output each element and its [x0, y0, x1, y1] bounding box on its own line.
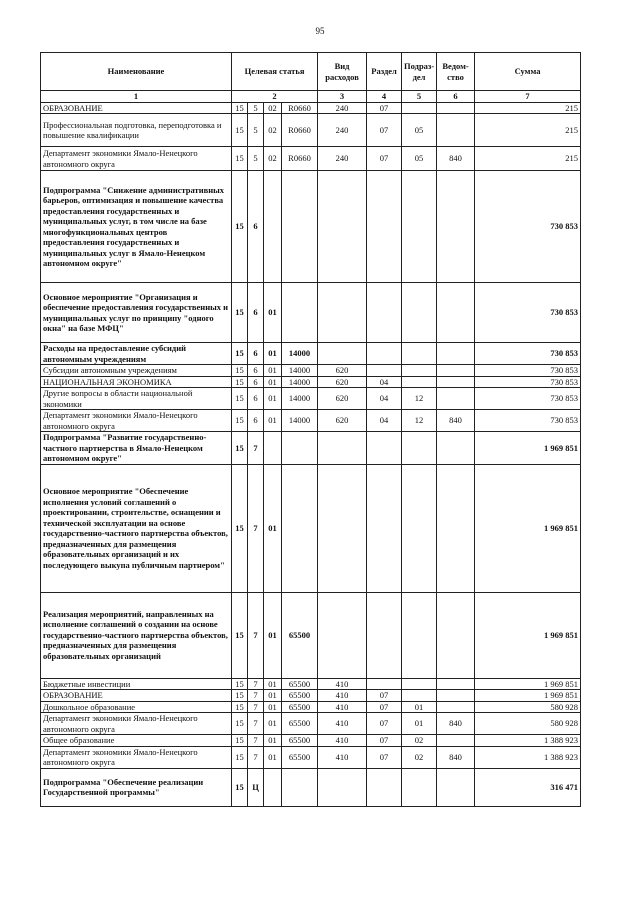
row-name: ОБРАЗОВАНИЕ: [41, 690, 232, 702]
code-program: 15: [232, 365, 248, 377]
cell-vedomstvo: [437, 283, 475, 343]
cell-podrazdel: [402, 592, 437, 678]
cell-sum: 730 853: [475, 376, 581, 388]
code-direction: R0660: [282, 147, 318, 171]
code-subprogram: 7: [248, 746, 264, 768]
cell-podrazdel: [402, 171, 437, 283]
col-number: 1: [41, 91, 232, 103]
cell-vedomstvo: [437, 365, 475, 377]
cell-podrazdel: 05: [402, 114, 437, 147]
cell-vedomstvo: [437, 690, 475, 702]
cell-sum: 580 928: [475, 713, 581, 735]
code-subprogram: 7: [248, 432, 264, 465]
row-name: Основное мероприятие "Обеспечение исполнения условий соглашений о проектировании, строительстве, оснащении и технической эксплуатации на основе государственно-частного партнерства объектов, предназначенных для размещения образовательных организаций и их последующего выкупа публичным партнером": [41, 464, 232, 592]
code-event: [264, 171, 282, 283]
cell-vid: [318, 432, 367, 465]
cell-vid: 410: [318, 701, 367, 713]
cell-vid: 620: [318, 365, 367, 377]
header-vedomstvo: Ведом-ство: [437, 53, 475, 91]
cell-razdel: [367, 343, 402, 365]
code-direction: [282, 768, 318, 806]
cell-vedomstvo: [437, 464, 475, 592]
cell-podrazdel: [402, 365, 437, 377]
budget-table: [40, 52, 581, 807]
code-program: 15: [232, 388, 248, 410]
table-row: [41, 114, 581, 147]
cell-vedomstvo: [437, 171, 475, 283]
cell-podrazdel: 01: [402, 701, 437, 713]
row-name: ОБРАЗОВАНИЕ: [41, 102, 232, 114]
table-row: [41, 102, 581, 114]
cell-vedomstvo: 840: [437, 746, 475, 768]
cell-razdel: 04: [367, 410, 402, 432]
code-event: 01: [264, 365, 282, 377]
cell-vid: 240: [318, 114, 367, 147]
code-subprogram: 6: [248, 410, 264, 432]
cell-vedomstvo: [437, 388, 475, 410]
cell-vedomstvo: [437, 343, 475, 365]
code-subprogram: 7: [248, 678, 264, 690]
row-name: Реализация мероприятий, направленных на исполнение соглашений о создании на основе государственно-частного партнерства объектов, предназначенных для размещения образовательных организаций: [41, 592, 232, 678]
header-name: Наименование: [41, 53, 232, 91]
code-event: 01: [264, 410, 282, 432]
code-direction: 65500: [282, 701, 318, 713]
cell-razdel: 07: [367, 102, 402, 114]
row-name: Подпрограмма "Обеспечение реализации Государственной программы": [41, 768, 232, 806]
cell-vid: 410: [318, 713, 367, 735]
cell-razdel: 07: [367, 701, 402, 713]
code-event: 01: [264, 388, 282, 410]
code-program: 15: [232, 678, 248, 690]
code-event: 01: [264, 735, 282, 747]
code-subprogram: 6: [248, 171, 264, 283]
row-name: Профессиональная подготовка, переподготовка и повышение квалификации: [41, 114, 232, 147]
col-number: 7: [475, 91, 581, 103]
code-subprogram: 6: [248, 388, 264, 410]
code-direction: 14000: [282, 376, 318, 388]
cell-vedomstvo: [437, 432, 475, 465]
code-event: 01: [264, 376, 282, 388]
code-direction: [282, 171, 318, 283]
row-name: Департамент экономики Ямало-Ненецкого автономного округа: [41, 410, 232, 432]
cell-vid: 620: [318, 388, 367, 410]
table-row: [41, 365, 581, 377]
table-row: [41, 283, 581, 343]
code-program: 15: [232, 376, 248, 388]
cell-razdel: [367, 171, 402, 283]
col-number: 6: [437, 91, 475, 103]
cell-podrazdel: 12: [402, 410, 437, 432]
code-subprogram: 7: [248, 735, 264, 747]
table-row: [41, 171, 581, 283]
code-program: 15: [232, 713, 248, 735]
table-row: [41, 147, 581, 171]
header-razdel: Раздел: [367, 53, 402, 91]
cell-podrazdel: [402, 376, 437, 388]
table-row: [41, 432, 581, 465]
code-subprogram: 6: [248, 343, 264, 365]
cell-vid: [318, 592, 367, 678]
code-program: 15: [232, 171, 248, 283]
cell-sum: 580 928: [475, 701, 581, 713]
cell-vid: 410: [318, 746, 367, 768]
code-direction: 65500: [282, 592, 318, 678]
code-subprogram: 5: [248, 102, 264, 114]
code-direction: [282, 432, 318, 465]
cell-vid: [318, 343, 367, 365]
cell-vedomstvo: [437, 114, 475, 147]
code-direction: 65500: [282, 746, 318, 768]
cell-vedomstvo: [437, 678, 475, 690]
cell-vid: [318, 171, 367, 283]
code-subprogram: 6: [248, 283, 264, 343]
header-podrazdel: Подраз-дел: [402, 53, 437, 91]
code-event: [264, 432, 282, 465]
code-program: 15: [232, 283, 248, 343]
code-subprogram: 6: [248, 376, 264, 388]
code-event: 01: [264, 746, 282, 768]
cell-sum: 215: [475, 102, 581, 114]
cell-vid: [318, 768, 367, 806]
cell-razdel: [367, 283, 402, 343]
code-direction: 65500: [282, 713, 318, 735]
code-program: 15: [232, 102, 248, 114]
code-subprogram: 5: [248, 147, 264, 171]
col-number: 3: [318, 91, 367, 103]
code-direction: 14000: [282, 388, 318, 410]
cell-razdel: 07: [367, 114, 402, 147]
cell-vid: 620: [318, 376, 367, 388]
cell-razdel: 04: [367, 376, 402, 388]
code-direction: 14000: [282, 365, 318, 377]
code-direction: [282, 464, 318, 592]
cell-sum: 1 969 851: [475, 432, 581, 465]
cell-sum: 215: [475, 147, 581, 171]
table-row: [41, 678, 581, 690]
cell-vedomstvo: 840: [437, 147, 475, 171]
code-program: 15: [232, 735, 248, 747]
row-name: Общее образование: [41, 735, 232, 747]
code-subprogram: 6: [248, 365, 264, 377]
code-subprogram: 7: [248, 592, 264, 678]
code-program: 15: [232, 114, 248, 147]
cell-vid: [318, 464, 367, 592]
cell-vedomstvo: [437, 768, 475, 806]
code-event: 01: [264, 343, 282, 365]
cell-podrazdel: [402, 678, 437, 690]
cell-razdel: 07: [367, 735, 402, 747]
cell-sum: 730 853: [475, 343, 581, 365]
cell-razdel: [367, 592, 402, 678]
table-row: [41, 410, 581, 432]
row-name: Департамент экономики Ямало-Ненецкого автономного округа: [41, 147, 232, 171]
cell-sum: 1 969 851: [475, 592, 581, 678]
cell-razdel: [367, 365, 402, 377]
cell-vid: 410: [318, 735, 367, 747]
cell-razdel: 07: [367, 147, 402, 171]
code-subprogram: 7: [248, 464, 264, 592]
cell-podrazdel: 02: [402, 746, 437, 768]
cell-razdel: 07: [367, 746, 402, 768]
code-direction: R0660: [282, 102, 318, 114]
code-event: 02: [264, 102, 282, 114]
code-subprogram: 7: [248, 690, 264, 702]
code-program: 15: [232, 701, 248, 713]
row-name: Другие вопросы в области национальной экономики: [41, 388, 232, 410]
code-program: 15: [232, 432, 248, 465]
code-event: 01: [264, 592, 282, 678]
cell-vid: 240: [318, 102, 367, 114]
code-direction: R0660: [282, 114, 318, 147]
row-name: Департамент экономики Ямало-Ненецкого автономного округа: [41, 746, 232, 768]
code-event: 01: [264, 464, 282, 592]
row-name: Основное мероприятие "Организация и обеспечение предоставления государственных и муниципальных услуг по принципу "одного окна" на базе МФЦ": [41, 283, 232, 343]
code-program: 15: [232, 147, 248, 171]
cell-podrazdel: 12: [402, 388, 437, 410]
cell-sum: 1 969 851: [475, 690, 581, 702]
code-event: 02: [264, 114, 282, 147]
table-row: [41, 388, 581, 410]
cell-podrazdel: [402, 464, 437, 592]
cell-vedomstvo: 840: [437, 713, 475, 735]
cell-podrazdel: 05: [402, 147, 437, 171]
col-number: 4: [367, 91, 402, 103]
cell-sum: 730 853: [475, 365, 581, 377]
cell-razdel: [367, 678, 402, 690]
code-program: 15: [232, 343, 248, 365]
col-number: 2: [232, 91, 318, 103]
table-row: [41, 746, 581, 768]
cell-vid: 240: [318, 147, 367, 171]
row-name: Департамент экономики Ямало-Ненецкого автономного округа: [41, 713, 232, 735]
code-direction: 14000: [282, 410, 318, 432]
table-row: [41, 713, 581, 735]
code-subprogram: Ц: [248, 768, 264, 806]
cell-podrazdel: [402, 432, 437, 465]
table-row: [41, 701, 581, 713]
cell-razdel: [367, 432, 402, 465]
row-name: Бюджетные инвестиции: [41, 678, 232, 690]
row-name: Дошкольное образование: [41, 701, 232, 713]
cell-sum: 316 471: [475, 768, 581, 806]
cell-sum: 730 853: [475, 171, 581, 283]
header-summa: Сумма: [475, 53, 581, 91]
code-direction: [282, 283, 318, 343]
cell-podrazdel: [402, 768, 437, 806]
code-event: 01: [264, 701, 282, 713]
cell-vedomstvo: [437, 102, 475, 114]
cell-vid: [318, 283, 367, 343]
code-program: 15: [232, 690, 248, 702]
code-event: 01: [264, 678, 282, 690]
row-name: Подпрограмма "Снижение административных барьеров, оптимизация и повышение качества предоставления государственных и муниципальных услуг, в том числе на базе многофункциональных центров предоставления государственных и муниципальных услуг в Ямало-Ненецком автономном округе": [41, 171, 232, 283]
cell-sum: 1 388 923: [475, 735, 581, 747]
row-name: Субсидии автономным учреждениям: [41, 365, 232, 377]
cell-vid: 620: [318, 410, 367, 432]
code-direction: 65500: [282, 678, 318, 690]
cell-podrazdel: [402, 343, 437, 365]
row-name: Подпрограмма "Развитие государственно-частного партнерства в Ямало-Ненецком автономном округе": [41, 432, 232, 465]
table-row: [41, 690, 581, 702]
code-program: 15: [232, 768, 248, 806]
column-number-row: [41, 91, 581, 103]
table-row: [41, 592, 581, 678]
cell-vedomstvo: [437, 701, 475, 713]
code-program: 15: [232, 410, 248, 432]
cell-razdel: [367, 768, 402, 806]
code-subprogram: 5: [248, 114, 264, 147]
cell-razdel: [367, 464, 402, 592]
cell-podrazdel: 02: [402, 735, 437, 747]
cell-razdel: 04: [367, 388, 402, 410]
cell-razdel: 07: [367, 713, 402, 735]
cell-sum: 730 853: [475, 410, 581, 432]
code-subprogram: 7: [248, 713, 264, 735]
header-row: [41, 53, 581, 91]
code-event: 01: [264, 713, 282, 735]
page-number: 95: [315, 26, 325, 36]
cell-sum: 730 853: [475, 388, 581, 410]
code-event: 01: [264, 690, 282, 702]
code-event: 01: [264, 283, 282, 343]
cell-podrazdel: [402, 102, 437, 114]
code-event: 02: [264, 147, 282, 171]
code-event: [264, 768, 282, 806]
cell-sum: 730 853: [475, 283, 581, 343]
code-program: 15: [232, 592, 248, 678]
cell-vedomstvo: [437, 376, 475, 388]
cell-vedomstvo: [437, 735, 475, 747]
code-direction: 14000: [282, 343, 318, 365]
code-direction: 65500: [282, 690, 318, 702]
cell-podrazdel: [402, 283, 437, 343]
row-name: Расходы на предоставление субсидий автономным учреждениям: [41, 343, 232, 365]
table-row: [41, 768, 581, 806]
cell-sum: 1 969 851: [475, 464, 581, 592]
cell-vid: 410: [318, 690, 367, 702]
code-program: 15: [232, 464, 248, 592]
cell-sum: 1 969 851: [475, 678, 581, 690]
cell-sum: 215: [475, 114, 581, 147]
code-program: 15: [232, 746, 248, 768]
cell-podrazdel: [402, 690, 437, 702]
code-direction: 65500: [282, 735, 318, 747]
table-row: [41, 735, 581, 747]
cell-podrazdel: 01: [402, 713, 437, 735]
cell-vedomstvo: 840: [437, 410, 475, 432]
cell-vedomstvo: [437, 592, 475, 678]
col-number: 5: [402, 91, 437, 103]
row-name: НАЦИОНАЛЬНАЯ ЭКОНОМИКА: [41, 376, 232, 388]
cell-sum: 1 388 923: [475, 746, 581, 768]
table-row: [41, 343, 581, 365]
table-row: [41, 376, 581, 388]
cell-vid: 410: [318, 678, 367, 690]
table-row: [41, 464, 581, 592]
cell-razdel: 07: [367, 690, 402, 702]
header-vid: Вид расходов: [318, 53, 367, 91]
header-target: Целевая статья: [232, 53, 318, 91]
code-subprogram: 7: [248, 701, 264, 713]
